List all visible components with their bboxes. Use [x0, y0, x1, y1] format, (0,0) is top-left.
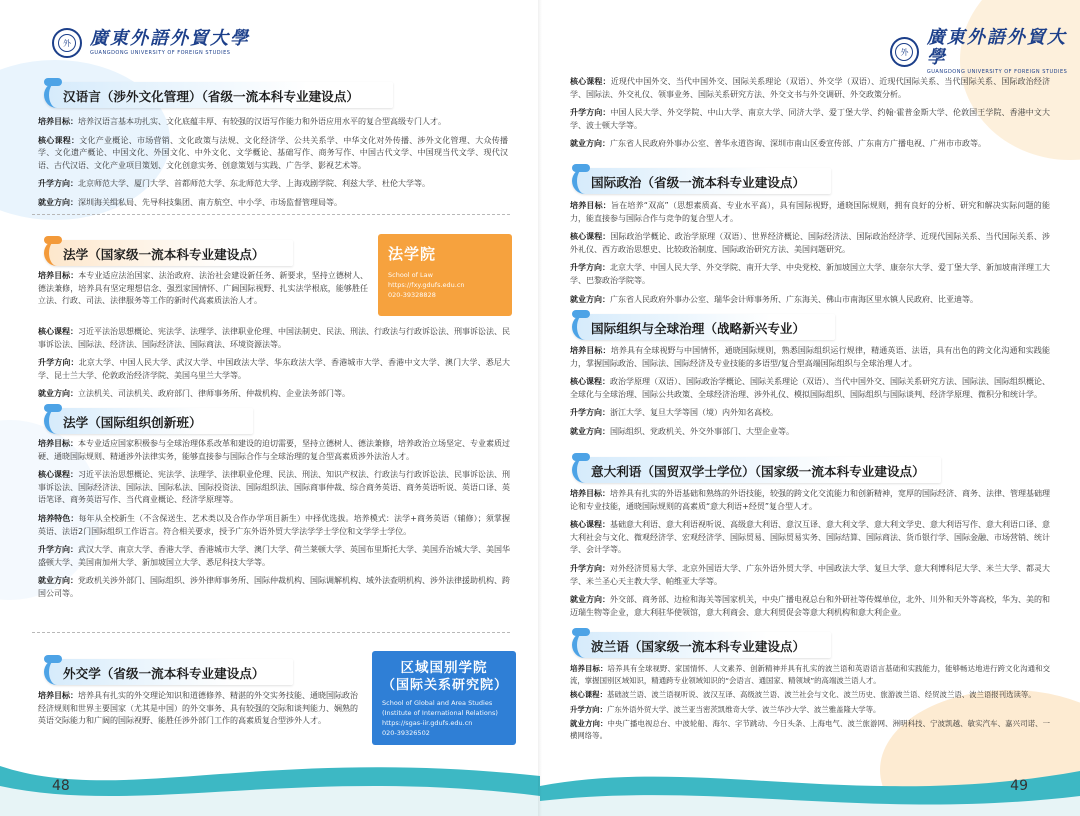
job-label: 就业方向： — [570, 595, 610, 605]
area-school-en2: (Institute of International Relations) — [382, 709, 498, 717]
yidali-title: 意大利语（国贸双学士学位）（国家级一流本科专业建设点） — [591, 463, 925, 479]
study-text: 对外经济贸易大学、北京外国语大学、广东外语外贸大学、中国政法大学、复旦大学、意大利博科尼大学、米兰大学、都灵大学、米兰圣心天主教大学、帕维亚大学等。 — [570, 563, 1050, 586]
study-label: 升学方向： — [570, 563, 610, 573]
guozheng-section-header — [572, 168, 831, 194]
yidali-study — [570, 563, 1050, 588]
goal-text: 本专业适应法治国家、法治政府、法治社会建设新任务、新要求，坚持立德树人、德法兼修，培养具有坚定理想信念、强烈家国情怀、广阔国际视野、扎实法学根底，能够胜任立法、行政、司法、法律服务等工作的新时代高素质法治人才。 — [38, 271, 368, 306]
bolan-core — [570, 689, 1050, 701]
bolan-goal — [570, 663, 1050, 686]
job-text: 国际组织、党政机关、外交外事部门、大型企业等。 — [610, 426, 794, 436]
job-text: 深圳海关缉私局、先导科技集团、南方航空、中小学、市场监督管理局等。 — [78, 197, 342, 207]
study-label: 升学方向： — [570, 408, 610, 418]
core-text: 习近平法治思想概论、宪法学、法理学、法律职业伦理、民法、刑法、知识产权法、行政法与行政诉讼法、民事诉讼法、刑事诉讼法、国际经济法、国际法、国际私法、国际投资法、国际组织法、国际商事仲裁、综合商务英语、商务英语听说、英语口译、英语笔译、商务英语写作、当代商业概论、经济学原理等。 — [38, 470, 510, 505]
goal-text: 培养具有全球视野与中国情怀，通晓国际规则，熟悉国际组织运行规律，精通英语、法语，具有出色的跨文化沟通和实践能力，掌握国际政治、国际法、国际经济及专业技能的多语型/复合型高端国际组织与全球治理人才。 — [570, 346, 1051, 368]
waijiao-title: 外交学（省级一流本科专业建设点） — [63, 665, 265, 681]
goal-text: 培养具有全球视野、家国情怀、人文素养、创新精神并具有扎实的波兰语和英语语言基础和实践能力，能够畅达地进行跨文化沟通和交流，掌握国别区域知识，精通跨专业领域知识的“会语言、通国家、精领域”的高端波兰语人才。 — [570, 664, 1050, 685]
core-text: 习近平法治思想概论、宪法学、法理学、法律职业伦理、中国法制史、民法、刑法、行政法与行政诉讼法、刑事诉讼法、民事诉讼法、国际法、经济法、国际经济法、国际商法、环境资源法等。 — [38, 327, 510, 349]
core-label: 核心课程： — [38, 135, 80, 145]
law-school-box — [378, 234, 512, 316]
study-label: 升学方向： — [38, 358, 79, 368]
job-label: 就业方向： — [570, 294, 610, 304]
job-label: 就业方向： — [570, 719, 608, 728]
bolan-title: 波兰语（国家级一流本科专业建设点） — [591, 638, 806, 654]
hanyu-goal — [38, 116, 508, 129]
law-school-en: School of Law — [388, 271, 433, 279]
guozheng-study — [570, 262, 1050, 287]
waijiao-goal — [38, 690, 358, 728]
header-tab-decor — [572, 164, 590, 172]
waijiao-core — [570, 76, 1050, 101]
study-text: 北京大学、中国人民大学、武汉大学、中国政法大学、华东政法大学、香港城市大学、香港中文大学、澳门大学、悉尼大学、昆士兰大学、伦敦政治经济学院、美国乌里兰大学等。 — [38, 358, 510, 380]
waijiao-study — [570, 107, 1050, 132]
yidali-section-header — [572, 457, 941, 483]
goal-text: 培养汉语言基本功扎实、文化底蕴丰厚、有较强的汉语写作能力和外语应用水平的复合型高级专门人才。 — [78, 117, 446, 126]
guozheng-core — [570, 231, 1050, 256]
goal-label: 培养目标： — [38, 691, 78, 700]
guozu-body — [570, 345, 1050, 445]
law-school-url[interactable]: https://fxy.gdufs.edu.cn — [388, 281, 465, 289]
faxue-body-top — [38, 270, 368, 314]
core-label: 核心课程： — [570, 232, 611, 242]
faxue-intl-title: 法学（国际组织创新班） — [63, 414, 202, 430]
seal-icon — [890, 37, 919, 67]
bottom-wave-decor — [0, 726, 540, 816]
core-label: 核心课程： — [570, 377, 610, 387]
section-divider — [32, 632, 510, 633]
header-tab-decor — [44, 236, 62, 244]
job-label: 就业方向： — [570, 139, 610, 149]
job-text: 外交部、商务部、边检和海关等国家机关，中央广播电视总台和外研社等传媒单位，北外、川外和天外等高校，华为、美的和迈瑞生物等企业，意大利驻华使领馆，意大利商会、意大利贸促会等意大利机构和意大利企业。 — [570, 595, 1050, 617]
page-number-right: 49 — [1010, 778, 1028, 794]
study-label: 升学方向： — [570, 704, 607, 714]
study-text: 武汉大学、南京大学、香港大学、香港城市大学、澳门大学、荷兰莱顿大学、英国布里斯托大学、美国乔治城大学、美国华盛顿大学、美国南加州大学、新加坡国立大学、悉尼科技大学等。 — [38, 545, 510, 567]
guozheng-body — [570, 200, 1050, 312]
core-label: 核心课程： — [38, 470, 78, 480]
faxue-job — [38, 388, 510, 401]
core-text: 政治学原理（双语）、国际政治学概论、国际关系理论（双语）、当代中国外交、国际关系研究方法、国际法、国际组织概论、全球化与全球治理、国际公共政策、全球经济治理、涉外礼仪、模拟国际组织、国际组织与国际谈判、经济学原理、微积分和统计学。 — [570, 377, 1050, 399]
faxue-title: 法学（国家级一流本科专业建设点） — [63, 246, 265, 262]
job-text: 广东省人民政府外事办公室、普华永道咨询、深圳市南山区委宣传部、广东南方广播电视、广州市市政等。 — [610, 139, 986, 149]
faxue-intl-study — [38, 544, 510, 569]
law-school-name: 法学院 — [388, 245, 437, 263]
goal-label: 培养目标： — [570, 489, 610, 498]
goal-text: 本专业适应国家积极参与全球治理体系改革和建设的迫切需要，坚持立德树人、德法兼修，培养政治立场坚定、专业素质过硬、通晓国际规则、精通涉外法律实务，能够直接参与国际合作与全球治理的复合型高素质涉外法治人才。 — [38, 439, 510, 461]
waijiao-section-header — [44, 659, 293, 685]
study-label: 升学方向： — [570, 263, 610, 273]
core-label: 核心课程： — [570, 690, 607, 699]
job-label: 就业方向： — [38, 576, 78, 586]
goal-label: 培养目标： — [38, 439, 78, 448]
logo-english-name: GUANGDONG UNIVERSITY OF FOREIGN STUDIES — [90, 50, 231, 56]
university-logo-right — [890, 28, 1080, 76]
goal-label: 培养目标： — [570, 201, 611, 210]
seal-icon — [52, 28, 82, 58]
seal-char: 外 — [895, 43, 913, 61]
yidali-job — [570, 594, 1050, 619]
seal-char: 外 — [58, 34, 76, 52]
feature-label: 培养特色： — [38, 513, 79, 523]
right-page — [540, 0, 1080, 816]
study-text: 北京师范大学、厦门大学、首都师范大学、东北师范大学、上海戏剧学院、利兹大学、杜伦大学等。 — [78, 179, 430, 189]
goal-label: 培养目标： — [38, 271, 79, 280]
core-text: 近现代中国外交、当代中国外交、国际关系理论（双语）、外交学（双语）、近现代国际关系、当代国际关系、国际政治经济学、国际法、外交礼仪、领事业务、国际关系研究方法、外交文书与外交调研、外交政策分析。 — [570, 77, 1051, 99]
area-school-url[interactable]: https://sgas-iir.gdufs.edu.cn — [382, 719, 473, 727]
faxue-intl-core — [38, 469, 510, 507]
header-tab-decor — [572, 628, 590, 636]
book-spine-shadow — [538, 0, 542, 816]
core-text: 基础意大利语、意大利语视听说、高级意大利语、意汉互译、意大利文学、意大利文学史、意大利语写作、意大利语口译、意大利社会与文化、微观经济学、宏观经济学、国际贸易、国际贸易实务、国际结算、国际商法、货币银行学、国际金融、市场营销、统计学、会计学等。 — [570, 520, 1050, 555]
job-text: 立法机关、司法机关、政府部门、律师事务所、仲裁机构、企业法务部门等。 — [78, 389, 350, 399]
faxue-intl-feature — [38, 513, 510, 538]
bolan-study — [570, 704, 1050, 716]
faxue-study — [38, 357, 510, 382]
core-text: 文化产业概论、市场营销、文化政策与法规、文化经济学、公共关系学、中华文化对外传播、涉外文化管理、大众传播学、文化遗产概论、中国文化、外国文化、中外文化、文学概论、基础写作、商务写作、中国古代文学、中国现当代文学、现代汉语、古代汉语、文化产业项目策划、文化创意实务、创意策划与实践、广告学、影视艺术等。 — [38, 135, 508, 170]
page-number-left: 48 — [52, 778, 70, 794]
feature-text: 每年从全校新生（不含保送生、艺术类以及合作办学项目新生）中择优选拔。培养模式：法学+商务英语（辅修）；须掌握英语、法语2门国际组织工作语言。符合相关要求，授予广东外语外贸大学法学学士学位和文学学士学位。 — [38, 513, 511, 536]
logo-english-name: GUANGDONG UNIVERSITY OF FOREIGN STUDIES — [926, 69, 1068, 75]
faxue-goal — [38, 270, 368, 308]
area-school-tel: 020-39326502 — [382, 729, 430, 737]
faxue-intl-section-header — [44, 408, 253, 434]
job-label: 就业方向： — [38, 389, 78, 399]
study-text: 中国人民大学、外交学院、中山大学、南京大学、同济大学、爱丁堡大学、约翰·霍普金斯大学、伦敦国王学院、香港中文大学、波士顿大学等。 — [570, 108, 1050, 130]
yidali-goal — [570, 488, 1050, 513]
study-label: 升学方向： — [38, 179, 78, 189]
guozu-job — [570, 426, 1050, 439]
core-label: 核心课程： — [38, 327, 78, 336]
hanyu-core — [38, 135, 508, 173]
section-divider — [32, 214, 510, 215]
faxue-section-header — [44, 240, 293, 266]
guozu-study — [570, 407, 1050, 420]
area-school-en1: School of Global and Area Studies — [382, 699, 493, 707]
goal-label: 培养目标： — [570, 346, 611, 355]
faxue-core — [38, 326, 510, 351]
job-text: 中央广播电视总台、中波轮船、海尔、字节跳动、今日头条、上海电气、波兰旅游网、洲明科技、宁波凯越、敏实汽车、嘉兴司诺、一横网络等。 — [570, 719, 1050, 740]
study-text: 浙江大学、复旦大学等国（境）内外知名高校。 — [610, 408, 778, 418]
header-tab-decor — [572, 453, 590, 461]
study-text: 北京大学、中国人民大学、外交学院、南开大学、中央党校、新加坡国立大学、康奈尔大学、爱丁堡大学、新加坡南洋理工大学、巴黎政治学院等。 — [570, 263, 1050, 285]
logo-chinese-name: 廣東外語外貿大學 — [90, 28, 250, 49]
goal-label: 培养目标： — [570, 664, 608, 673]
faxue-body — [38, 326, 510, 407]
guozheng-title: 国际政治（省级一流本科专业建设点） — [591, 174, 806, 190]
study-label: 升学方向： — [38, 545, 78, 555]
core-label: 核心课程： — [570, 77, 611, 86]
guozheng-job — [570, 294, 1050, 307]
header-tab-decor — [572, 310, 590, 318]
goal-label: 培养目标： — [38, 117, 78, 126]
hanyu-body — [38, 116, 508, 216]
hanyu-title: 汉语言（涉外文化管理）（省级一流本科专业建设点） — [63, 88, 359, 104]
job-label: 就业方向： — [570, 426, 610, 436]
waijiao-cont-body — [570, 76, 1050, 157]
bottom-wave-decor-right — [540, 726, 1080, 816]
core-text: 基础波兰语、波兰语视听说、波汉互译、高级波兰语、波兰社会与文化、波兰历史、旅游波兰语、经贸波兰语、波兰语报刊选读等。 — [606, 690, 1036, 699]
faxue-intl-goal — [38, 438, 510, 463]
yidali-core — [570, 519, 1050, 557]
law-school-tel: 020-39328828 — [388, 291, 436, 299]
area-school-subname: （国际关系研究院） — [382, 678, 509, 693]
header-tab-decor — [44, 655, 62, 663]
core-text: 国际政治学概论、政治学原理（双语）、世界经济概论、国际经济法、国际政治经济学、近现代国际关系、当代国际关系、涉外礼仪、西方政治思想史、比较政治制度、国际政治研究方法、美国问题研究。 — [570, 232, 1050, 254]
goal-text: 培养具有扎实的外交理论知识和道德修养、精湛的外交实务技能、通晓国际政治经济规则和世界主要国家（尤其是中国）的外交事务、具有较强的交际和谈判能力、娴熟的英语交际能力和广阔的国际视野、能胜任涉外部门工作的高素质复合型涉外人才。 — [38, 691, 358, 726]
guozu-core — [570, 376, 1050, 401]
university-logo — [52, 28, 250, 58]
goal-text: 旨在培养“双高”（思想素质高、专业水平高），具有国际视野，通晓国际规则，拥有良好的分析、研究和解决实际问题的能力，能直接参与国际合作与竞争的复合型人才。 — [570, 201, 1050, 223]
guozu-goal — [570, 345, 1050, 370]
core-label: 核心课程： — [570, 520, 610, 530]
guozu-section-header — [572, 314, 835, 340]
job-text: 党政机关涉外部门、国际组织、涉外律师事务所、国际仲裁机构、国际调解机构、域外法查明机构、涉外法律援助机构、跨国公司等。 — [38, 576, 510, 598]
bolan-section-header — [572, 632, 831, 658]
goal-text: 培养具有扎实的外语基础和熟练的外语技能，较强的跨文化交流能力和创新精神，宽厚的国际经济、商务、法律、管理基础理论和专业技能，通晓国际规则的高素质“意大利语+经贸”复合型人才。 — [570, 489, 1050, 511]
hanyu-section-header — [44, 82, 393, 108]
guozheng-goal — [570, 200, 1050, 225]
logo-chinese-name: 廣東外語外貿大學 — [926, 27, 1067, 68]
job-text: 广东省人民政府外事办公室、瑞华会计师事务所、广东海关、佛山市南海区里水镇人民政府、比亚迪等。 — [610, 294, 978, 304]
area-school-name: 区域国别学院 — [400, 660, 488, 676]
header-tab-decor — [44, 78, 62, 86]
guozu-title: 国际组织与全球治理（战略新兴专业） — [591, 320, 806, 336]
study-label: 升学方向： — [570, 108, 611, 118]
faxue-intl-job — [38, 575, 510, 600]
study-text: 广东外语外贸大学、波兰亚当密茨凯维奇大学、波兰华沙大学、波兰雅盖隆大学等。 — [606, 704, 881, 714]
header-tab-decor — [44, 404, 62, 412]
hanyu-job — [38, 197, 508, 210]
hanyu-study — [38, 178, 508, 191]
job-label: 就业方向： — [38, 197, 78, 207]
waijiao-job — [570, 138, 1050, 151]
faxue-intl-body — [38, 438, 510, 607]
yidali-body — [570, 488, 1050, 625]
